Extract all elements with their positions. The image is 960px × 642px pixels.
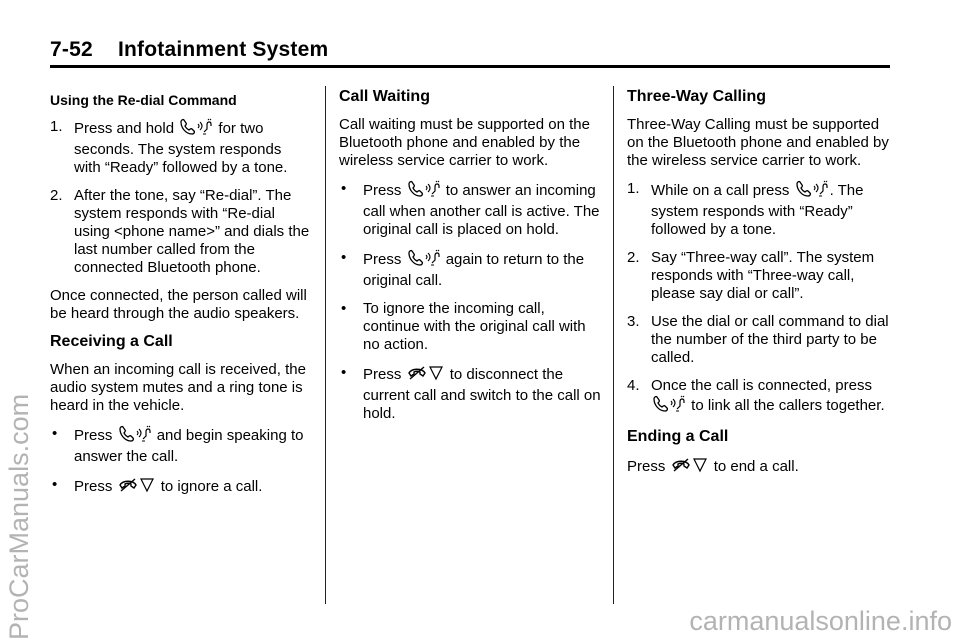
step-number: 4. <box>627 377 640 394</box>
column-3 <box>627 88 889 489</box>
list-item <box>50 187 312 277</box>
phone-voice-icon <box>179 118 213 141</box>
end-call-icon <box>407 364 445 387</box>
step-text: to link all the callers together. <box>691 397 885 414</box>
bullet: • <box>341 249 347 266</box>
step-number: 1. <box>50 118 63 135</box>
bullet: • <box>52 425 58 442</box>
list-item <box>627 249 889 303</box>
bullet-text: and begin speaking to answer the call. <box>74 427 304 465</box>
step-number: 3. <box>627 313 640 330</box>
phone-voice-icon <box>652 395 686 418</box>
page-title: Infotainment System <box>118 38 329 61</box>
bullet-text: Press <box>74 478 113 495</box>
paragraph <box>627 456 889 479</box>
list-item <box>50 476 312 499</box>
section-heading: Ending a Call <box>627 428 729 445</box>
bullet-text: to disconnect the current call and switch to the call on hold. <box>363 366 601 422</box>
list-item <box>627 377 889 418</box>
bullet: • <box>341 300 347 317</box>
column-2 <box>339 88 601 433</box>
subheading-redial: Using the Re-dial Command <box>50 92 237 108</box>
end-call-icon <box>118 476 156 499</box>
list-item <box>339 180 601 239</box>
paragraph: Three-Way Calling must be supported on the Bluetooth phone and enabled by the wireless service carrier to work. <box>627 116 889 169</box>
column-divider <box>613 86 614 604</box>
page-number: 7-52 <box>50 38 93 61</box>
bullet: • <box>341 364 347 381</box>
phone-voice-icon <box>118 425 152 448</box>
step-text: After the tone, say “Re-dial”. The system responds with “Re-dial using <phone name>” and dials the last number called from the connected Bluetooth phone. <box>74 187 310 276</box>
bullet-text: Press <box>74 427 113 444</box>
list-item <box>50 425 312 466</box>
bullet-text: to ignore a call. <box>160 478 263 495</box>
step-text: Press and hold <box>74 120 175 137</box>
end-call-icon <box>671 456 709 479</box>
step-text: Say “Three-way call”. The system responds with “Three-way call, please say dial or call”. <box>651 249 875 302</box>
phone-voice-icon <box>795 180 829 203</box>
step-number: 2. <box>627 249 640 266</box>
step-text: While on a call press <box>651 182 790 199</box>
paragraph: Once connected, the person called will be heard through the audio speakers. <box>50 287 307 322</box>
bullet-text: to answer an incoming call when another call is active. The original call is placed on hold. <box>363 182 600 238</box>
phone-voice-icon <box>407 180 441 203</box>
bullet: • <box>341 180 347 197</box>
bullet-text: To ignore the incoming call, continue with the original call with no action. <box>363 300 586 353</box>
section-heading: Receiving a Call <box>50 333 173 350</box>
side-watermark: ProCarManuals.com <box>4 393 34 640</box>
step-number: 2. <box>50 187 63 204</box>
step-text: . The system responds with “Ready” followed by a tone. <box>651 182 864 238</box>
step-text: Use the dial or call command to dial the number of the third party to be called. <box>651 313 889 366</box>
list-item <box>627 313 889 367</box>
bullet: • <box>52 476 58 493</box>
list-item <box>339 300 601 354</box>
bullet-text: Press <box>363 251 402 268</box>
paragraph-text: Press <box>627 458 666 475</box>
step-number: 1. <box>627 180 640 197</box>
bullet-text: again to return to the original call. <box>363 251 585 289</box>
step-text: for two seconds. The system responds with “Ready” followed by a tone. <box>74 120 288 176</box>
page-header <box>50 38 890 68</box>
section-heading: Call Waiting <box>339 88 430 105</box>
paragraph: When an incoming call is received, the audio system mutes and a ring tone is heard in the vehicle. <box>50 361 306 414</box>
list-item <box>50 118 312 177</box>
paragraph-text: to end a call. <box>713 458 799 475</box>
list-item <box>627 180 889 239</box>
phone-voice-icon <box>407 249 441 272</box>
step-text: Once the call is connected, press <box>651 377 872 394</box>
column-1 <box>50 88 312 509</box>
list-item <box>339 249 601 290</box>
section-heading: Three-Way Calling <box>627 88 766 105</box>
footer-watermark: carmanualsonline.info <box>689 606 952 636</box>
list-item <box>339 364 601 423</box>
column-divider <box>325 86 326 604</box>
bullet-text: Press <box>363 182 402 199</box>
paragraph: Call waiting must be supported on the Bluetooth phone and enabled by the wireless service carrier to work. <box>339 116 590 169</box>
bullet-text: Press <box>363 366 402 383</box>
